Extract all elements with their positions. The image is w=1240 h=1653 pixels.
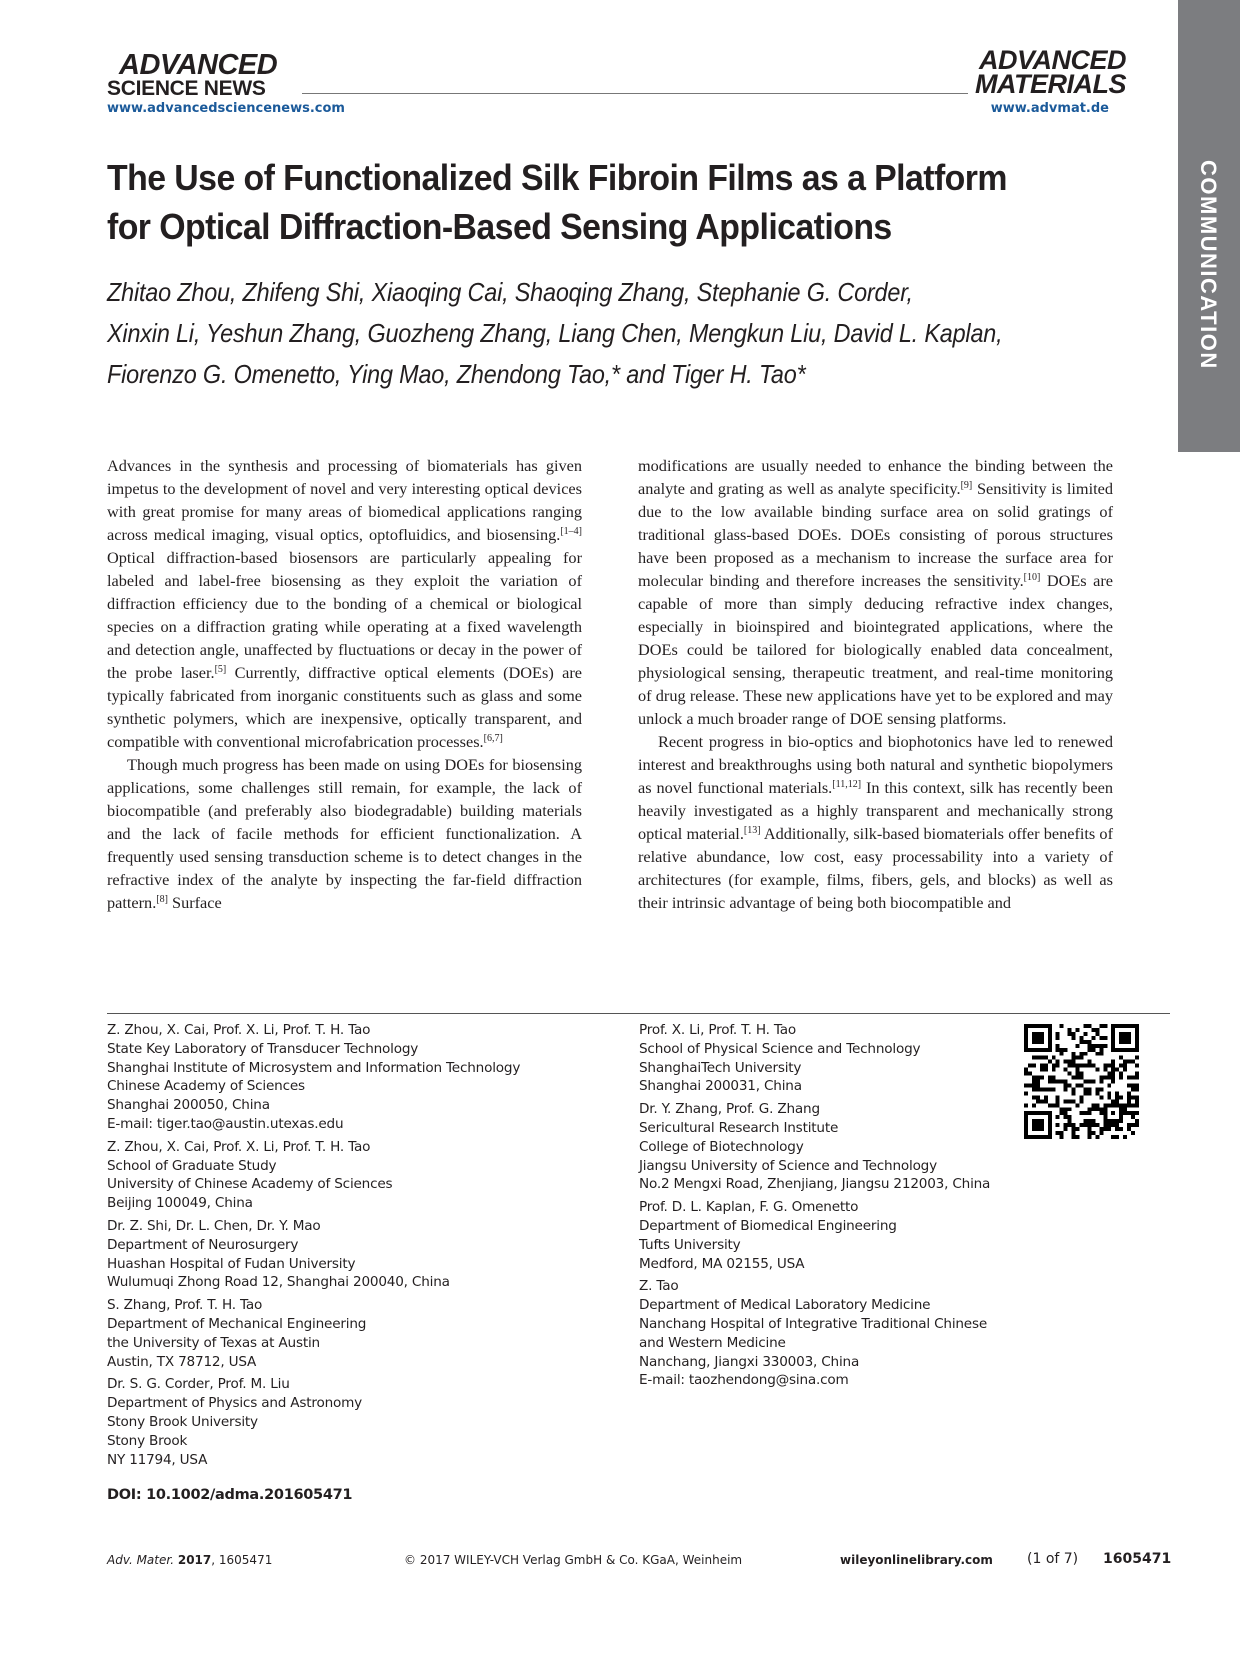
paragraph: modifications are usually needed to enhance the binding between the analyte and grating as well as analyte specificity.[9] Sensitivity is limited due to the low available binding surface area on solid gratings of traditional glass-based DOEs. DOEs consisting of porous structures have been proposed as a mechanism to increase the surface area for molecular binding and therefore increases the sensitivity.[10] DOEs are capable of more than simply deducing refractive index changes, especially in bioinspired and biointegrated applications, where the DOEs could be tailored for biologically enabled data concealment, physiological sensing, therapeutic treatment, and real-time monitoring of drug release. These new applications have yet to be explored and may unlock a much broader range of DOE sensing platforms. (638, 456, 1113, 728)
page-count: (1 of 7) (1027, 1551, 1079, 1567)
email-address[interactable]: E-mail: taozhendong@sina.com (639, 1372, 849, 1389)
affiliation-block (107, 1138, 607, 1213)
authors-line-3: Fiorenzo G. Omenetto, Ying Mao, Zhendong Tao,* and Tiger H. Tao* (107, 359, 806, 389)
affiliations-rule (107, 1013, 1170, 1014)
paragraph: Though much progress has been made on using DOEs for biosensing applications, some challenges still remain, for example, the lack of biocompatible (and preferably also biodegradable) building materials and the lack of facile methods for efficient functionalization. A frequently used sensing transduction scheme is to detect changes in the refractive index of the analyte by inspecting the far-field diffraction pattern.[8] Surface (107, 755, 582, 912)
affiliation-line: State Key Laboratory of Transducer Technology (107, 1040, 419, 1057)
affiliation-line: Department of Medical Laboratory Medicine (639, 1297, 931, 1314)
affiliation-line: Beijing 100049, China (107, 1195, 253, 1212)
affiliation-line: University of Chinese Academy of Sciences (107, 1176, 393, 1193)
affiliation-block (639, 1021, 1039, 1096)
citation[interactable]: [9] (960, 480, 973, 491)
affiliation-block (639, 1277, 1039, 1390)
paragraph: Advances in the synthesis and processing of biomaterials has given impetus to the development of novel and very interesting optical devices with great promise for many areas of biomedical applications ranging across medical imaging, visual optics, optofluidics, and biosensing.[1–4] Optical diffraction-based biosensors are particularly appealing for labeled and label-free biosensing as they exploit the variation of diffraction efficiency due to the bonding of a chemical or biological species on a diffraction grating while operating at a fixed wavelength and detection angle, unaffected by fluctuations or decay in the power of the probe laser.[5] Currently, diffractive optical elements (DOEs) are typically fabricated from inorganic constituents such as glass and some synthetic polymers, which are inexpensive, optically transparent, and compatible with conventional microfabrication processes.[6,7] (107, 456, 582, 751)
publisher-website[interactable]: wileyonlinelibrary.com (840, 1553, 993, 1567)
article-type-label: COMMUNICATION (1196, 160, 1221, 370)
citation[interactable]: [11,12] (832, 779, 862, 790)
affiliation-line: Medford, MA 02155, USA (639, 1255, 805, 1272)
body-column-right (638, 454, 1113, 914)
affiliation-line: Wulumuqi Zhong Road 12, Shanghai 200040, China (107, 1274, 450, 1291)
affiliation-line: the University of Texas at Austin (107, 1334, 320, 1351)
affiliation-line: College of Biotechnology (639, 1138, 804, 1155)
qr-code-icon[interactable] (1024, 1024, 1139, 1139)
affiliation-line: Prof. X. Li, Prof. T. H. Tao (639, 1022, 797, 1038)
affiliation-line: and Western Medicine (639, 1334, 786, 1351)
advanced-science-news-logo (107, 49, 278, 100)
affiliation-line: Prof. D. L. Kaplan, F. G. Omenetto (639, 1199, 859, 1216)
author-list (107, 272, 1070, 395)
affiliation-line: Department of Biomedical Engineering (639, 1217, 897, 1234)
article-title (107, 153, 1103, 251)
affiliation-line: Dr. Y. Zhang, Prof. G. Zhang (639, 1101, 820, 1118)
authors-line-2: Xinxin Li, Yeshun Zhang, Guozheng Zhang, Liang Chen, Mengkun Liu, David L. Kaplan, (107, 318, 1003, 348)
affiliation-line: Department of Neurosurgery (107, 1236, 299, 1253)
affiliation-line: Department of Mechanical Engineering (107, 1315, 367, 1332)
advanced-materials-logo (975, 45, 1126, 100)
email-address[interactable]: E-mail: tiger.tao@austin.utexas.edu (107, 1115, 344, 1132)
affiliation-line: ShanghaiTech University (639, 1059, 802, 1076)
paragraph: Recent progress in bio-optics and biophotonics have led to renewed interest and breakthroughs using both natural and synthetic biopolymers as novel functional materials.[11,12] In this context, silk has recently been heavily investigated as a highly transparent and mechanically strong optical material.[13] Additionally, silk-based biomaterials offer benefits of relative abundance, low cost, easy processability into a variety of architectures (for example, films, fibers, gels, and blocks) as well as their intrinsic advantage of being both biocompatible and (638, 732, 1113, 912)
affiliation-line: School of Physical Science and Technology (639, 1040, 921, 1057)
affiliation-line: NY 11794, USA (107, 1451, 208, 1468)
advanced-science-news-url[interactable]: www.advancedsciencenews.com (107, 101, 345, 116)
logo-line-1: ADVANCED (978, 45, 1126, 75)
affiliation-block (639, 1198, 1039, 1273)
journal-citation: Adv. Mater. 2017, 1605471 (107, 1553, 273, 1567)
affiliation-line: Stony Brook University (107, 1413, 258, 1430)
affiliation-line: Sericultural Research Institute (639, 1119, 839, 1136)
title-line-1: The Use of Functionalized Silk Fibroin Films as a Platform (107, 157, 1007, 198)
affiliation-block (107, 1021, 607, 1134)
affiliation-line: Dr. S. G. Corder, Prof. M. Liu (107, 1376, 290, 1393)
logo-line-1: ADVANCED (119, 49, 278, 81)
advanced-materials-url[interactable]: www.advmat.de (990, 101, 1109, 116)
page-footer (107, 1553, 1172, 1573)
citation[interactable]: [1–4] (560, 526, 582, 537)
affiliation-line: Stony Brook (107, 1432, 188, 1449)
affiliation-line: Nanchang Hospital of Integrative Traditional Chinese (639, 1315, 988, 1332)
affiliation-block (107, 1217, 607, 1292)
affiliation-block (639, 1100, 1039, 1194)
article-type-tab (1178, 0, 1240, 452)
affiliation-line: Chinese Academy of Sciences (107, 1078, 305, 1095)
affiliation-line: Shanghai 200050, China (107, 1097, 270, 1114)
affiliation-line: Z. Zhou, X. Cai, Prof. X. Li, Prof. T. H. Tao (107, 1022, 371, 1038)
affiliation-line: Shanghai 200031, China (639, 1078, 802, 1095)
affiliation-block (107, 1296, 607, 1371)
logo-line-2: MATERIALS (975, 69, 1126, 100)
citation[interactable]: [13] (743, 825, 761, 836)
title-line-2: for Optical Diffraction-Based Sensing Applications (107, 206, 892, 247)
citation[interactable]: [10] (1023, 572, 1041, 583)
affiliation-line: Shanghai Institute of Microsystem and Information Technology (107, 1059, 521, 1076)
affiliation-line: School of Graduate Study (107, 1157, 277, 1174)
affiliation-block (107, 1375, 607, 1469)
affiliation-line: Jiangsu University of Science and Technology (639, 1157, 937, 1174)
affiliation-line: Nanchang, Jiangxi 330003, China (639, 1353, 860, 1370)
logo-line-2: SCIENCE NEWS (107, 76, 266, 100)
header-rule (302, 93, 968, 94)
affiliation-line: No.2 Mengxi Road, Zhenjiang, Jiangsu 212003, China (639, 1176, 991, 1193)
affiliations-left (107, 1021, 607, 1473)
affiliation-line: Dr. Z. Shi, Dr. L. Chen, Dr. Y. Mao (107, 1217, 321, 1234)
affiliation-line: Z. Tao (639, 1278, 679, 1295)
affiliation-line: Tufts University (639, 1236, 741, 1253)
affiliation-line: S. Zhang, Prof. T. H. Tao (107, 1297, 263, 1314)
affiliation-line: Austin, TX 78712, USA (107, 1353, 257, 1370)
article-number: 1605471 (1103, 1551, 1172, 1567)
body-column-left (107, 454, 582, 914)
citation[interactable]: [5] (214, 664, 227, 675)
citation[interactable]: [6,7] (483, 733, 503, 744)
authors-line-1: Zhitao Zhou, Zhifeng Shi, Xiaoqing Cai, Shaoqing Zhang, Stephanie G. Corder, (107, 277, 913, 307)
affiliation-line: Z. Zhou, X. Cai, Prof. X. Li, Prof. T. H. Tao (107, 1138, 371, 1155)
affiliation-line: Huashan Hospital of Fudan University (107, 1255, 356, 1272)
doi[interactable]: DOI: 10.1002/adma.201605471 (107, 1487, 353, 1503)
affiliation-line: Department of Physics and Astronomy (107, 1395, 363, 1412)
affiliations-right (639, 1021, 1039, 1394)
copyright: © 2017 WILEY-VCH Verlag GmbH & Co. KGaA, Weinheim (404, 1553, 743, 1567)
citation[interactable]: [8] (156, 894, 168, 905)
